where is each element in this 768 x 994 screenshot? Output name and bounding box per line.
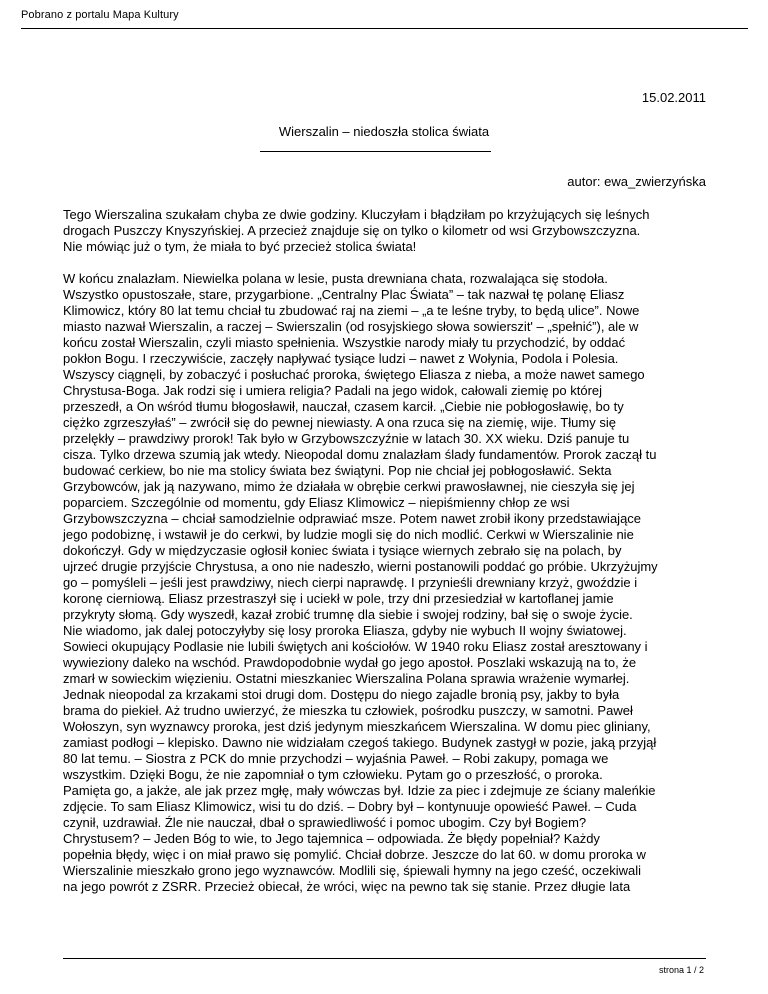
article-date: 15.02.2011: [641, 90, 706, 105]
footer-divider: [63, 958, 706, 959]
site-header: Pobrano z portalu Mapa Kultury: [21, 9, 179, 21]
article-body: [63, 207, 715, 911]
article-author: autor: ewa_zwierzyńska: [567, 174, 706, 189]
header-divider: [21, 28, 748, 29]
article-paragraph-intro: Tego Wierszalina szukałam chyba ze dwie godziny. Kluczyłam i błądziłam po krzyżujących się leśnych drogach Puszczy Knyszyńskiej. A przecież znajduje się on tylko o kilometr od wsi Grzybowszczyzna. Nie mówiąc już o tym, że miała to być przecież stolica świata!: [63, 207, 650, 254]
page-number: strona 1 / 2: [658, 965, 704, 975]
title-underline: [260, 151, 491, 152]
article-paragraph-main: W końcu znalazłam. Niewielka polana w lesie, pusta drewniana chata, rozwalająca się stodoła. Wszystko opustoszałe, stare, przygarbione. „Centralny Plac Świata” – tak nazwał tę polanę Eliasz Klimowicz, który 80 lat temu chciał tu zbudować raj na ziemi – „a te leśne tryby, to będą ulice”. Nowe miasto nazwał Wierszalin, a raczej – Swierszalin (od rosyjskiego słowa sowierszit' – „spełnić”), ale w końcu został Wierszalin, czyli miasto spełnienia. Wszystkie narody miały tu przychodzić, by oddać pokłon Bogu. I rzeczywiście, zaczęły napływać tysiące ludzi – nawet z Wołynia, Podola i Polesia. Wszyscy ciągnęli, by zobaczyć i posłuchać proroka, świętego Eliasza z nieba, a może nawet samego Chrystusa-Boga. Jak rodzi się i umiera religia? Padali na jego widok, całowali ziemię po której przeszedł, a On wśród tłumu błogosławił, nauczał, czasem karcił. „Ciebie nie pobłogosławię, bo ty ciężko zgrzeszyłaś” – zwrócił się do pewnej niewiasty. A ona rzuca się na ziemię, wije. Tłumy się przelękły – prawdziwy prorok! Tak było w Grzybowszczyźnie w latach 30. XX wieku. Dziś panuje tu cisza. Tylko drzewa szumią jak wtedy. Nieopodal domu znalazłam ślady fundamentów. Prorok zaczął tu budować cerkiew, bo nie ma stolicy świata bez świątyni. Pop nie chciał jej pobłogosławić. Sekta Grzybowców, jak ją nazywano, mimo że działała w obrębie cerkwi prawosławnej, nie cieszyła się jej poparciem. Szczególnie od momentu, gdy Eliasz Klimowicz – niepiśmienny chłop ze wsi Grzybowszczyzna – chciał samodzielnie odprawiać msze. Potem nawet zrobił ikony przedstawiające jego podobiznę, i wstawił je do cerkwi, by ludzie mogli się do nich modlić. Cerkwi w Wierszalinie nie dokończył. Gdy w międzyczasie ogłosił koniec świata i tysiące wiernych zebrało się na polach, by ujrzeć drugie przyjście Chrystusa, a ono nie nadeszło, wierni postanowili poddać go próbie. Ukrzyżujmy go – pomyśleli – jeśli jest prawdziwy, niech cierpi naprawdę. I przynieśli drewniany krzyż, gwoździe i koronę cierniową. Eliasz przestraszył się i uciekł w pole, trzy dni przesiedział w kartoflanej jamie przykryty słomą. Gdy wyszedł, kazał zrobić trumnę dla siebie i swojej rodziny, bał się o swoje życie. Nie wiadomo, jak dalej potoczyłyby się losy proroka Eliasza, gdyby nie wybuch II wojny światowej. Sowieci okupujący Podlasie nie lubili świętych ani kościołów. W 1940 roku Eliasz został aresztowany i wywieziony daleko na wschód. Prawdopodobnie wydał go jego apostoł. Poszlaki wskazują na to, że zmarł w sowieckim więzieniu. Ostatni mieszkaniec Wierszalina Polana sprawia wrażenie wymarłej. Jednak nieopodal za krzakami stoi drugi dom. Dostępu do niego zajadle bronią psy, jakby to była brama do piekieł. Aż trudno uwierzyć, że mieszka tu człowiek, pośrodku puszczy, w samotni. Paweł Wołoszyn, syn wyznawcy proroka, jest dziś jedynym mieszkańcem Wierszalina. W domu piec gliniany, zamiast podłogi – klepisko. Dawno nie widziałam czegoś takiego. Budynek zastygł w pozie, jaką przyjął 80 lat temu. – Siostra z PCK do mnie przychodzi – wyjaśnia Paweł. – Robi zakupy, pomaga we wszystkim. Dzięki Bogu, że nie zapomniał o tym człowieku. Pytam go o przeszłość, o proroka. Pamięta go, a jakże, ale jak przez mgłę, mały wówczas był. Idzie za piec i zdejmuje ze ściany maleńkie zdjęcie. To sam Eliasz Klimowicz, wisi tu do dziś. – Dobry był – kontynuuje opowieść Paweł. – Cuda czynił, uzdrawiał. Źle nie nauczał, dbał o sprawiedliwość i pomoc ubogim. Czy był Bogiem? Chrystusem? – Jeden Bóg to wie, to Jego tajemnica – odpowiada. Że błędy popełniał? Każdy popełnia błędy, więc i on miał prawo się pomylić. Chciał dobrze. Jeszcze do lat 60. w domu proroka w Wierszalinie mieszkało grono jego wyznawców. Modlili się, śpiewali hymny na jego cześć, oczekiwali na jego powrót z ZSRR. Przecież obiecał, że wróci, więc na pewno tak się stanie. Przez długie lata: [63, 271, 658, 894]
article-title: Wierszalin – niedoszła stolica świata: [278, 124, 490, 139]
